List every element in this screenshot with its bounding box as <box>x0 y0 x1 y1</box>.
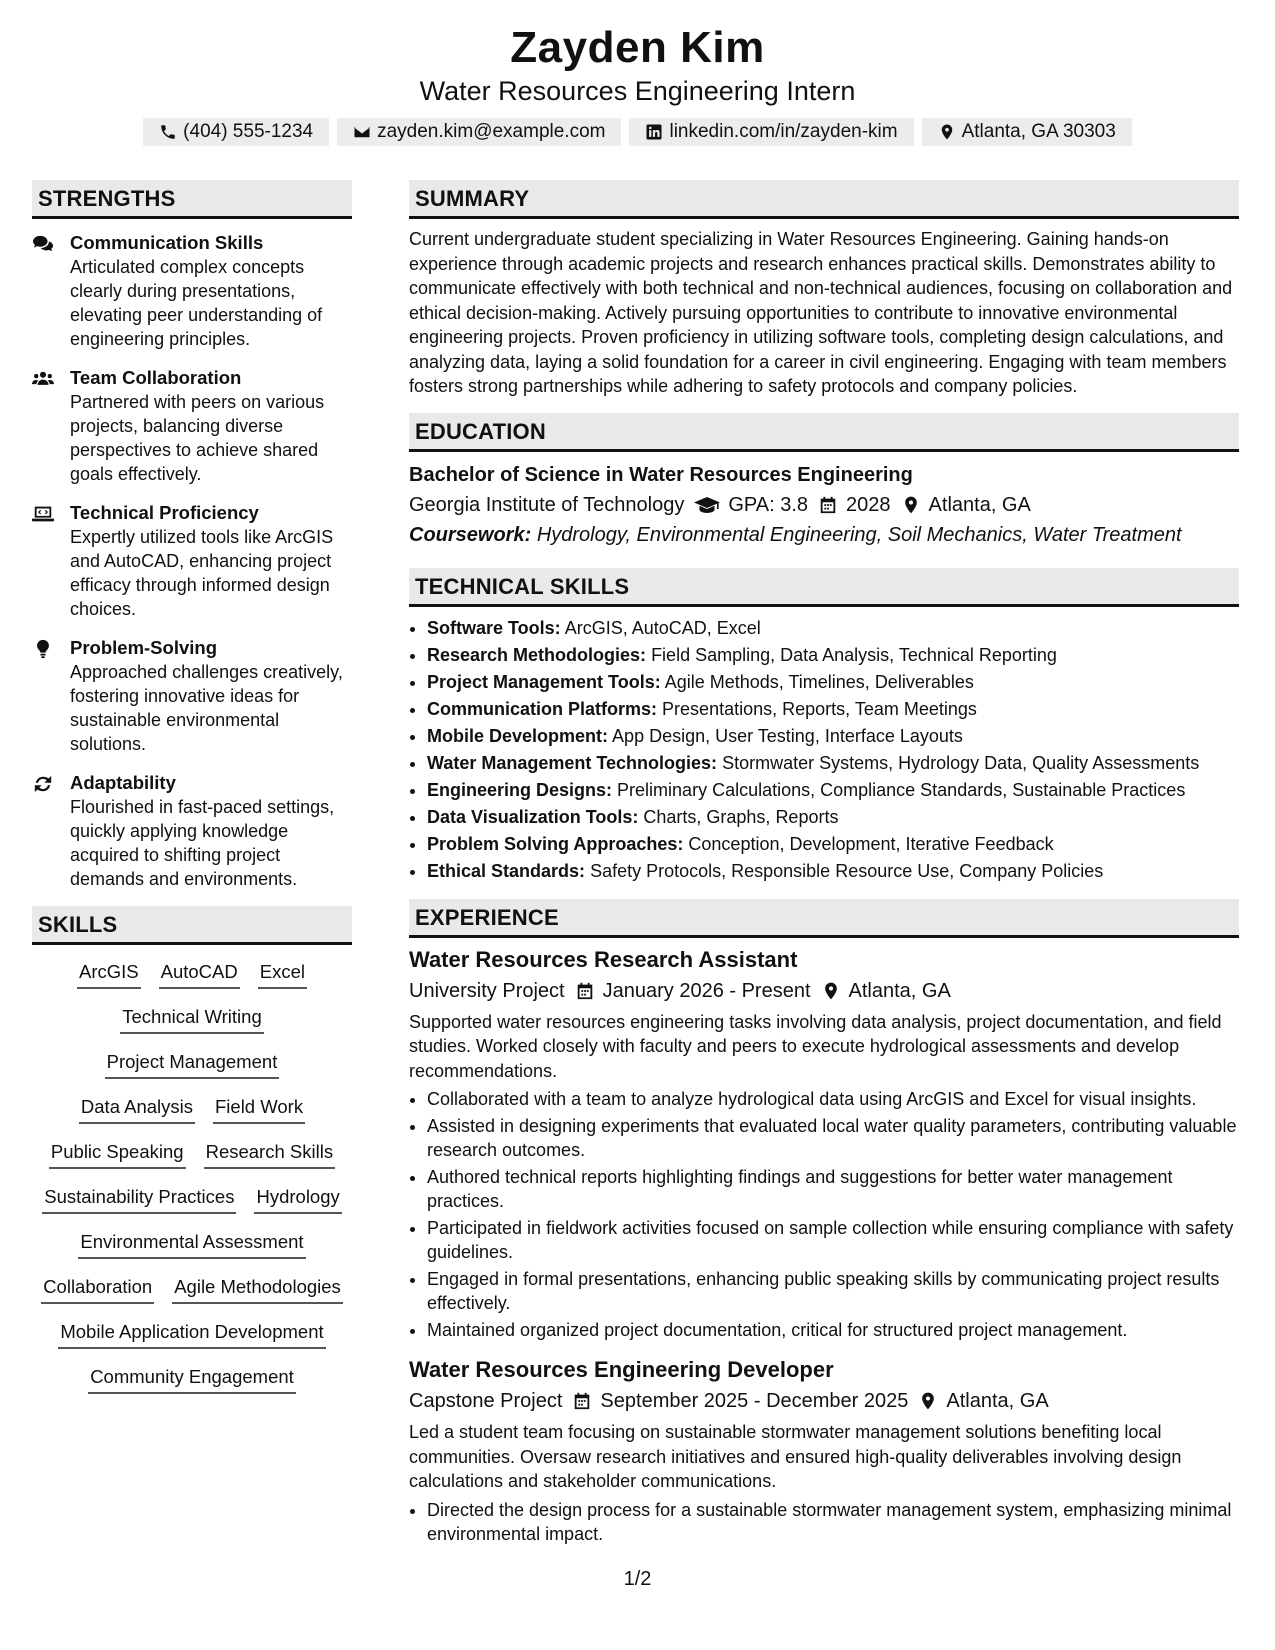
phone-icon <box>159 123 177 141</box>
skill-tag: Project Management <box>105 1049 280 1079</box>
candidate-name: Zayden Kim <box>510 23 765 72</box>
skill-row <box>32 1094 352 1139</box>
technical-skill-item <box>427 804 1239 831</box>
technical-skill-value: App Design, User Testing, Interface Layouts <box>612 725 963 746</box>
skill-tag: Excel <box>258 959 307 989</box>
strength-desc: Expertly utilized tools like ArcGIS and AutoCAD, enhancing project efficacy through informed design choices. <box>70 527 334 619</box>
strength-item <box>32 231 352 351</box>
technical-skill-label: Communication Platforms: <box>427 698 658 719</box>
technical-skill-item <box>427 750 1239 777</box>
technical-skill-label: Mobile Development: <box>427 725 609 746</box>
strengths-list <box>32 231 352 891</box>
skill-tag: Field Work <box>213 1094 305 1124</box>
job-bullets <box>409 1087 1239 1342</box>
strength-item <box>32 366 352 486</box>
laptop-code-icon <box>32 504 54 524</box>
coursework <box>409 520 1239 550</box>
experience-entry <box>409 1354 1239 1547</box>
map-pin-icon <box>901 495 921 515</box>
contact-phone[interactable] <box>143 118 329 146</box>
education-heading: EDUCATION <box>409 413 1239 452</box>
job-dates: September 2025 - December 2025 <box>600 1390 909 1412</box>
strength-title: Adaptability <box>70 772 176 793</box>
calendar-icon <box>575 981 595 1001</box>
skills-heading: SKILLS <box>32 906 352 945</box>
contact-phone-text: (404) 555-1234 <box>183 121 314 142</box>
lightbulb-icon <box>32 639 54 659</box>
resume-header <box>0 22 1275 146</box>
education-entry <box>409 460 1239 550</box>
contact-email-text: zayden.kim@example.com <box>377 121 606 142</box>
skill-row <box>32 1184 352 1229</box>
strength-desc: Flourished in fast-paced settings, quickly applying knowledge acquired to shifting project demands and environments. <box>70 797 335 889</box>
technical-skills-heading: TECHNICAL SKILLS <box>409 568 1239 607</box>
job-bullet: • Directed the design process for a sustainable stormwater management system, emphasizing minimal environmental impact. <box>427 1498 1239 1547</box>
job-bullet: • Engaged in formal presentations, enhancing public speaking skills by communicating project results effectively. <box>427 1267 1239 1316</box>
skill-tag: Hydrology <box>254 1184 341 1214</box>
contact-linkedin[interactable] <box>629 118 913 146</box>
skill-tag: Research Skills <box>204 1139 336 1169</box>
coursework-list: Hydrology, Environmental Engineering, Soil Mechanics, Water Treatment <box>536 523 1182 546</box>
experience-list <box>409 944 1239 1547</box>
contact-linkedin-text: linkedin.com/in/zayden-kim <box>669 121 898 142</box>
job-title: Water Resources Research Assistant <box>409 946 798 972</box>
job-bullets <box>409 1498 1239 1547</box>
skill-tag: Data Analysis <box>79 1094 195 1124</box>
strength-title: Communication Skills <box>70 232 264 253</box>
skill-tag: Community Engagement <box>88 1364 296 1394</box>
skill-tag: Environmental Assessment <box>78 1229 305 1259</box>
skill-tag: Collaboration <box>41 1274 154 1304</box>
technical-skill-value: Presentations, Reports, Team Meetings <box>662 698 977 719</box>
school-name: Georgia Institute of Technology <box>409 493 685 516</box>
job-location: Atlanta, GA <box>946 1390 1049 1412</box>
contact-bar <box>0 118 1275 146</box>
chat-bubbles-icon <box>32 234 54 254</box>
map-pin-icon <box>938 123 956 141</box>
summary-text: Current undergraduate student specializing in Water Resources Engineering. Gaining hands-on experience through academic projects and research enhances practical skills. Demonstrates ability to communicate effectively with both technical and non-technical audiences, focusing on collaboration and ethical decision-making. Actively pursuing opportunities to contribute to innovative environmental engineering projects. Proven proficiency in utilizing software tools, completing design calculations, and analyzing data, laying a solid foundation for a career in civil engineering. Engaging with team members fosters strong partnerships while adhering to safety protocols and company policies. <box>409 229 1233 396</box>
technical-skill-label: Software Tools: <box>427 617 561 638</box>
strength-item <box>32 501 352 621</box>
gpa: GPA: 3.8 <box>728 493 809 516</box>
graduation-cap-icon <box>694 495 720 515</box>
skills-list <box>32 959 352 1409</box>
skill-row <box>32 1319 352 1364</box>
right-column <box>409 180 1239 1559</box>
graduation-year: 2028 <box>846 493 891 516</box>
experience-entry <box>409 944 1239 1343</box>
technical-skill-item <box>427 723 1239 750</box>
map-pin-icon <box>918 1391 938 1411</box>
strength-item <box>32 636 352 756</box>
candidate-role: Water Resources Engineering Intern <box>419 76 856 106</box>
job-meta <box>409 976 1239 1006</box>
education-meta <box>409 490 1239 520</box>
strength-title: Technical Proficiency <box>70 502 259 523</box>
technical-skill-label: Research Methodologies: <box>427 644 647 665</box>
job-bullet: • Participated in fieldwork activities focused on sample collection while ensuring compliance with safety guidelines. <box>427 1216 1239 1265</box>
skill-row <box>32 1274 352 1319</box>
technical-skill-value: ArcGIS, AutoCAD, Excel <box>564 617 761 638</box>
technical-skill-item <box>427 777 1239 804</box>
technical-skill-value: Charts, Graphs, Reports <box>643 806 839 827</box>
envelope-icon <box>353 123 371 141</box>
technical-skill-value: Preliminary Calculations, Compliance Standards, Sustainable Practices <box>617 779 1186 800</box>
job-org: Capstone Project <box>409 1390 563 1412</box>
technical-skill-value: Safety Protocols, Responsible Resource Use, Company Policies <box>590 860 1104 881</box>
job-location: Atlanta, GA <box>848 979 951 1002</box>
technical-skill-item <box>427 831 1239 858</box>
job-bullet: • Authored technical reports highlighting findings and suggestions for better water management practices. <box>427 1165 1239 1214</box>
linkedin-icon <box>645 123 663 141</box>
skill-tag: Agile Methodologies <box>172 1274 343 1304</box>
calendar-icon <box>818 495 838 515</box>
skill-row <box>32 1229 352 1274</box>
strength-title: Team Collaboration <box>70 367 242 388</box>
technical-skill-value: Agile Methods, Timelines, Deliverables <box>664 671 974 692</box>
technical-skill-value: Stormwater Systems, Hydrology Data, Quality Assessments <box>722 752 1200 773</box>
strength-desc: Approached challenges creatively, fostering innovative ideas for sustainable environmental solutions. <box>70 662 343 754</box>
summary-heading: SUMMARY <box>409 180 1239 219</box>
experience-heading: EXPERIENCE <box>409 899 1239 938</box>
skill-row <box>32 1049 352 1094</box>
strength-item <box>32 771 352 891</box>
skill-row <box>32 1139 352 1184</box>
contact-location <box>922 118 1132 146</box>
job-description: Supported water resources engineering tasks involving data analysis, project documentation, and field studies. Worked closely with faculty and peers to execute hydrological assessments and develop recommendations. <box>409 1011 1222 1081</box>
strength-desc: Partnered with peers on various projects, balancing diverse perspectives to achieve shared goals effectively. <box>70 392 325 484</box>
users-icon <box>32 369 54 389</box>
page-number: 1/2 <box>623 1568 652 1590</box>
strength-title: Problem-Solving <box>70 637 217 658</box>
job-dates: January 2026 - Present <box>602 979 811 1002</box>
contact-location-text: Atlanta, GA 30303 <box>961 121 1116 142</box>
contact-email[interactable] <box>337 118 621 146</box>
coursework-label: Coursework: <box>409 523 532 546</box>
technical-skill-item <box>427 615 1239 642</box>
technical-skill-item <box>427 642 1239 669</box>
job-bullet: • Maintained organized project documentation, critical for structured project management. <box>427 1318 1239 1343</box>
technical-skill-label: Data Visualization Tools: <box>427 806 639 827</box>
job-meta <box>409 1386 1239 1416</box>
skill-tag: ArcGIS <box>77 959 141 989</box>
technical-skill-label: Project Management Tools: <box>427 671 661 692</box>
skill-tag: Technical Writing <box>120 1004 264 1034</box>
technical-skill-value: Conception, Development, Iterative Feedback <box>688 833 1054 854</box>
skill-tag: AutoCAD <box>159 959 240 989</box>
skill-tag: Mobile Application Development <box>58 1319 325 1349</box>
job-bullet: • Assisted in designing experiments that evaluated local water quality parameters, contributing valuable research outcomes. <box>427 1114 1239 1163</box>
technical-skills-list <box>409 615 1239 885</box>
degree-title: Bachelor of Science in Water Resources Engineering <box>409 463 913 486</box>
technical-skill-label: Problem Solving Approaches: <box>427 833 684 854</box>
left-column <box>32 180 352 1409</box>
skill-row <box>32 1004 352 1049</box>
job-description: Led a student team focusing on sustainable stormwater management solutions benefiting local communities. Oversaw research initiatives and ensured high-quality deliverables involving design calculations and stakeholder communications. <box>409 1422 1182 1491</box>
skill-row <box>32 1364 352 1409</box>
sync-arrows-icon <box>32 774 54 794</box>
skill-tag: Public Speaking <box>49 1139 186 1169</box>
technical-skill-label: Water Management Technologies: <box>427 752 718 773</box>
strengths-heading: STRENGTHS <box>32 180 352 219</box>
skill-tag: Sustainability Practices <box>42 1184 236 1214</box>
technical-skill-item <box>427 696 1239 723</box>
technical-skill-label: Engineering Designs: <box>427 779 613 800</box>
job-org: University Project <box>409 979 565 1002</box>
strength-desc: Articulated complex concepts clearly during presentations, elevating peer understanding of engineering principles. <box>70 257 323 349</box>
skill-row <box>32 959 352 1004</box>
technical-skill-item <box>427 858 1239 885</box>
technical-skill-item <box>427 669 1239 696</box>
map-pin-icon <box>821 981 841 1001</box>
job-title: Water Resources Engineering Developer <box>409 1357 834 1382</box>
school-location: Atlanta, GA <box>928 493 1031 516</box>
calendar-icon <box>572 1391 592 1411</box>
technical-skill-label: Ethical Standards: <box>427 860 586 881</box>
technical-skill-value: Field Sampling, Data Analysis, Technical Reporting <box>651 644 1057 665</box>
job-bullet: • Collaborated with a team to analyze hydrological data using ArcGIS and Excel for visual insights. <box>427 1087 1239 1112</box>
